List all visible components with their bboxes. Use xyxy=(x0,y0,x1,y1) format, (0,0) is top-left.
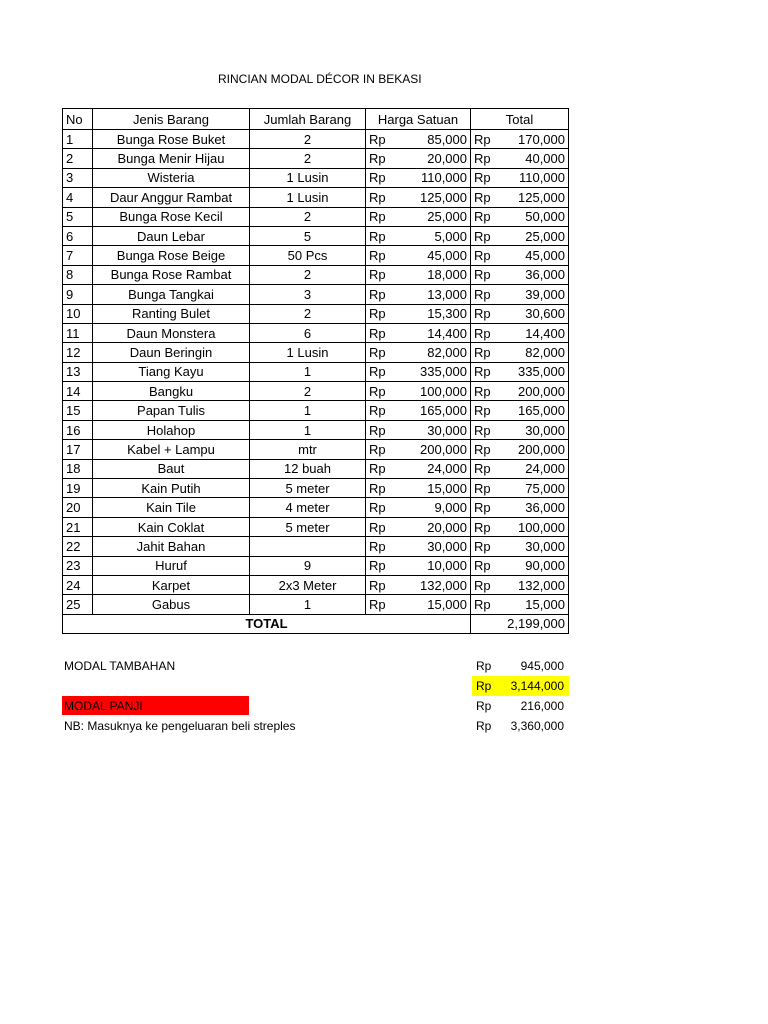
row-number: 17 xyxy=(63,440,93,459)
item-quantity: 9 xyxy=(250,556,366,575)
currency-label: Rp xyxy=(476,659,492,673)
row-number: 19 xyxy=(63,479,93,498)
unit-price-currency: Rp xyxy=(366,188,408,207)
unit-price: 45,000 xyxy=(408,246,471,265)
item-name: Kabel + Lampu xyxy=(93,440,250,459)
line-total: 75,000 xyxy=(513,479,569,498)
item-name: Papan Tulis xyxy=(93,401,250,420)
unit-price-currency: Rp xyxy=(366,595,408,614)
unit-price-currency: Rp xyxy=(366,246,408,265)
row-number: 15 xyxy=(63,401,93,420)
table-row xyxy=(63,130,569,149)
unit-price: 25,000 xyxy=(408,207,471,226)
sheet-title: RINCIAN MODAL DÉCOR IN BEKASI xyxy=(218,72,422,86)
table-row xyxy=(63,459,569,478)
total-currency: Rp xyxy=(471,382,513,401)
modal-tambahan-label: MODAL TAMBAHAN xyxy=(64,659,176,673)
item-quantity: 5 meter xyxy=(250,517,366,536)
table-row xyxy=(63,382,569,401)
row-number: 23 xyxy=(63,556,93,575)
item-name: Karpet xyxy=(93,575,250,594)
item-name: Daun Beringin xyxy=(93,343,250,362)
line-total: 200,000 xyxy=(513,440,569,459)
item-quantity xyxy=(250,537,366,556)
unit-price-currency: Rp xyxy=(366,537,408,556)
total-currency: Rp xyxy=(471,304,513,323)
total-currency: Rp xyxy=(471,517,513,536)
line-total: 100,000 xyxy=(513,517,569,536)
row-number: 11 xyxy=(63,323,93,342)
item-quantity: 1 xyxy=(250,362,366,381)
table-row xyxy=(63,537,569,556)
item-name: Bunga Menir Hijau xyxy=(93,149,250,168)
unit-price-currency: Rp xyxy=(366,556,408,575)
item-name: Bunga Rose Rambat xyxy=(93,265,250,284)
table-row xyxy=(63,401,569,420)
item-quantity: 2 xyxy=(250,382,366,401)
unit-price: 85,000 xyxy=(408,130,471,149)
item-name: Ranting Bulet xyxy=(93,304,250,323)
unit-price-currency: Rp xyxy=(366,207,408,226)
table-row xyxy=(63,575,569,594)
unit-price-currency: Rp xyxy=(366,459,408,478)
unit-price: 82,000 xyxy=(408,343,471,362)
item-quantity: 5 xyxy=(250,226,366,245)
line-total: 14,400 xyxy=(513,323,569,342)
unit-price: 14,400 xyxy=(408,323,471,342)
total-currency: Rp xyxy=(471,265,513,284)
unit-price-currency: Rp xyxy=(366,265,408,284)
item-quantity: 2 xyxy=(250,265,366,284)
table-row xyxy=(63,517,569,536)
item-name: Daur Anggur Rambat xyxy=(93,188,250,207)
row-number: 3 xyxy=(63,168,93,187)
grand-total-value: 3,360,000 xyxy=(510,719,564,733)
unit-price: 15,000 xyxy=(408,479,471,498)
table-row xyxy=(63,226,569,245)
line-total: 45,000 xyxy=(513,246,569,265)
item-quantity: 1 Lusin xyxy=(250,168,366,187)
line-total: 50,000 xyxy=(513,207,569,226)
row-number: 25 xyxy=(63,595,93,614)
unit-price-currency: Rp xyxy=(366,362,408,381)
total-currency: Rp xyxy=(471,285,513,304)
item-quantity: 3 xyxy=(250,285,366,304)
unit-price: 13,000 xyxy=(408,285,471,304)
subtotal-value: 3,144,000 xyxy=(510,679,564,693)
table-row xyxy=(63,149,569,168)
line-total: 25,000 xyxy=(513,226,569,245)
unit-price-currency: Rp xyxy=(366,304,408,323)
total-currency: Rp xyxy=(471,130,513,149)
line-total: 30,000 xyxy=(513,537,569,556)
line-total: 132,000 xyxy=(513,575,569,594)
item-quantity: 6 xyxy=(250,323,366,342)
unit-price-currency: Rp xyxy=(366,149,408,168)
table-row xyxy=(63,479,569,498)
cost-table xyxy=(62,108,569,634)
table-row xyxy=(63,498,569,517)
row-number: 6 xyxy=(63,226,93,245)
row-number: 1 xyxy=(63,130,93,149)
unit-price: 18,000 xyxy=(408,265,471,284)
table-row xyxy=(63,168,569,187)
row-number: 2 xyxy=(63,149,93,168)
total-currency: Rp xyxy=(471,323,513,342)
item-name: Daun Monstera xyxy=(93,323,250,342)
item-name: Kain Tile xyxy=(93,498,250,517)
total-currency: Rp xyxy=(471,149,513,168)
unit-price: 165,000 xyxy=(408,401,471,420)
line-total: 36,000 xyxy=(513,498,569,517)
unit-price: 15,000 xyxy=(408,595,471,614)
table-row xyxy=(63,343,569,362)
total-currency: Rp xyxy=(471,168,513,187)
unit-price: 20,000 xyxy=(408,149,471,168)
nb-note: NB: Masuknya ke pengeluaran beli streples xyxy=(64,719,296,733)
total-currency: Rp xyxy=(471,459,513,478)
unit-price-currency: Rp xyxy=(366,420,408,439)
total-currency: Rp xyxy=(471,226,513,245)
unit-price-currency: Rp xyxy=(366,401,408,420)
unit-price-currency: Rp xyxy=(366,382,408,401)
unit-price: 125,000 xyxy=(408,188,471,207)
item-name: Kain Coklat xyxy=(93,517,250,536)
table-row xyxy=(63,556,569,575)
item-name: Bunga Rose Beige xyxy=(93,246,250,265)
line-total: 125,000 xyxy=(513,188,569,207)
item-quantity: 2 xyxy=(250,207,366,226)
row-number: 22 xyxy=(63,537,93,556)
line-total: 170,000 xyxy=(513,130,569,149)
row-number: 12 xyxy=(63,343,93,362)
header-item-name: Jenis Barang xyxy=(93,109,250,130)
table-header-row xyxy=(63,109,569,130)
table-row xyxy=(63,188,569,207)
line-total: 40,000 xyxy=(513,149,569,168)
table-row xyxy=(63,265,569,284)
unit-price: 100,000 xyxy=(408,382,471,401)
line-total: 335,000 xyxy=(513,362,569,381)
currency-label: Rp xyxy=(476,679,492,693)
item-name: Bangku xyxy=(93,382,250,401)
unit-price: 24,000 xyxy=(408,459,471,478)
total-currency: Rp xyxy=(471,362,513,381)
unit-price-currency: Rp xyxy=(366,323,408,342)
item-name: Huruf xyxy=(93,556,250,575)
item-name: Jahit Bahan xyxy=(93,537,250,556)
total-currency: Rp xyxy=(471,246,513,265)
unit-price-currency: Rp xyxy=(366,285,408,304)
item-name: Bunga Rose Buket xyxy=(93,130,250,149)
modal-panji-value: 216,000 xyxy=(520,699,564,713)
total-currency: Rp xyxy=(471,207,513,226)
table-row xyxy=(63,323,569,342)
item-quantity: 4 meter xyxy=(250,498,366,517)
item-name: Wisteria xyxy=(93,168,250,187)
item-name: Bunga Tangkai xyxy=(93,285,250,304)
total-currency: Rp xyxy=(471,556,513,575)
item-quantity: 1 xyxy=(250,420,366,439)
line-total: 36,000 xyxy=(513,265,569,284)
unit-price: 15,300 xyxy=(408,304,471,323)
row-number: 5 xyxy=(63,207,93,226)
row-number: 13 xyxy=(63,362,93,381)
line-total: 30,000 xyxy=(513,420,569,439)
total-currency: Rp xyxy=(471,595,513,614)
currency-label: Rp xyxy=(476,699,492,713)
item-quantity: 1 xyxy=(250,401,366,420)
line-total: 30,600 xyxy=(513,304,569,323)
item-quantity: 1 Lusin xyxy=(250,343,366,362)
total-currency: Rp xyxy=(471,401,513,420)
item-quantity: 2 xyxy=(250,304,366,323)
line-total: 39,000 xyxy=(513,285,569,304)
total-currency: Rp xyxy=(471,537,513,556)
row-number: 21 xyxy=(63,517,93,536)
row-number: 8 xyxy=(63,265,93,284)
total-value: 2,199,000 xyxy=(471,614,569,633)
unit-price: 10,000 xyxy=(408,556,471,575)
unit-price-currency: Rp xyxy=(366,440,408,459)
unit-price: 20,000 xyxy=(408,517,471,536)
row-number: 24 xyxy=(63,575,93,594)
row-number: 14 xyxy=(63,382,93,401)
row-number: 7 xyxy=(63,246,93,265)
row-number: 4 xyxy=(63,188,93,207)
table-row xyxy=(63,207,569,226)
item-quantity: 2 xyxy=(250,130,366,149)
modal-tambahan-value: 945,000 xyxy=(520,659,564,673)
item-quantity: mtr xyxy=(250,440,366,459)
line-total: 90,000 xyxy=(513,556,569,575)
total-currency: Rp xyxy=(471,188,513,207)
unit-price: 335,000 xyxy=(408,362,471,381)
item-name: Kain Putih xyxy=(93,479,250,498)
unit-price-currency: Rp xyxy=(366,575,408,594)
table-row xyxy=(63,362,569,381)
total-currency: Rp xyxy=(471,498,513,517)
line-total: 82,000 xyxy=(513,343,569,362)
line-total: 165,000 xyxy=(513,401,569,420)
row-number: 18 xyxy=(63,459,93,478)
unit-price: 200,000 xyxy=(408,440,471,459)
unit-price: 110,000 xyxy=(408,168,471,187)
unit-price: 30,000 xyxy=(408,420,471,439)
item-quantity: 12 buah xyxy=(250,459,366,478)
item-quantity: 50 Pcs xyxy=(250,246,366,265)
table-row xyxy=(63,246,569,265)
table-row xyxy=(63,304,569,323)
total-currency: Rp xyxy=(471,479,513,498)
unit-price-currency: Rp xyxy=(366,517,408,536)
table-row xyxy=(63,420,569,439)
unit-price-currency: Rp xyxy=(366,168,408,187)
table-body xyxy=(63,130,569,615)
unit-price: 132,000 xyxy=(408,575,471,594)
row-number: 9 xyxy=(63,285,93,304)
header-total: Total xyxy=(471,109,569,130)
unit-price: 30,000 xyxy=(408,537,471,556)
table-row xyxy=(63,595,569,614)
table-row xyxy=(63,285,569,304)
line-total: 15,000 xyxy=(513,595,569,614)
unit-price-currency: Rp xyxy=(366,130,408,149)
item-name: Gabus xyxy=(93,595,250,614)
currency-label: Rp xyxy=(476,719,492,733)
total-row xyxy=(63,614,569,633)
unit-price-currency: Rp xyxy=(366,343,408,362)
total-currency: Rp xyxy=(471,575,513,594)
unit-price-currency: Rp xyxy=(366,498,408,517)
item-quantity: 2 xyxy=(250,149,366,168)
row-number: 10 xyxy=(63,304,93,323)
item-name: Bunga Rose Kecil xyxy=(93,207,250,226)
total-currency: Rp xyxy=(471,440,513,459)
item-name: Holahop xyxy=(93,420,250,439)
header-no: No xyxy=(63,109,93,130)
item-name: Baut xyxy=(93,459,250,478)
unit-price: 5,000 xyxy=(408,226,471,245)
unit-price: 9,000 xyxy=(408,498,471,517)
item-quantity: 2x3 Meter xyxy=(250,575,366,594)
table-row xyxy=(63,440,569,459)
total-label: TOTAL xyxy=(63,614,471,633)
item-quantity: 1 xyxy=(250,595,366,614)
item-quantity: 1 Lusin xyxy=(250,188,366,207)
item-name: Daun Lebar xyxy=(93,226,250,245)
header-quantity: Jumlah Barang xyxy=(250,109,366,130)
modal-panji-label: MODAL PANJI xyxy=(64,699,143,713)
row-number: 16 xyxy=(63,420,93,439)
line-total: 200,000 xyxy=(513,382,569,401)
item-name: Tiang Kayu xyxy=(93,362,250,381)
unit-price-currency: Rp xyxy=(366,479,408,498)
row-number: 20 xyxy=(63,498,93,517)
header-unit-price: Harga Satuan xyxy=(366,109,471,130)
total-currency: Rp xyxy=(471,420,513,439)
total-currency: Rp xyxy=(471,343,513,362)
line-total: 24,000 xyxy=(513,459,569,478)
item-quantity: 5 meter xyxy=(250,479,366,498)
line-total: 110,000 xyxy=(513,168,569,187)
unit-price-currency: Rp xyxy=(366,226,408,245)
